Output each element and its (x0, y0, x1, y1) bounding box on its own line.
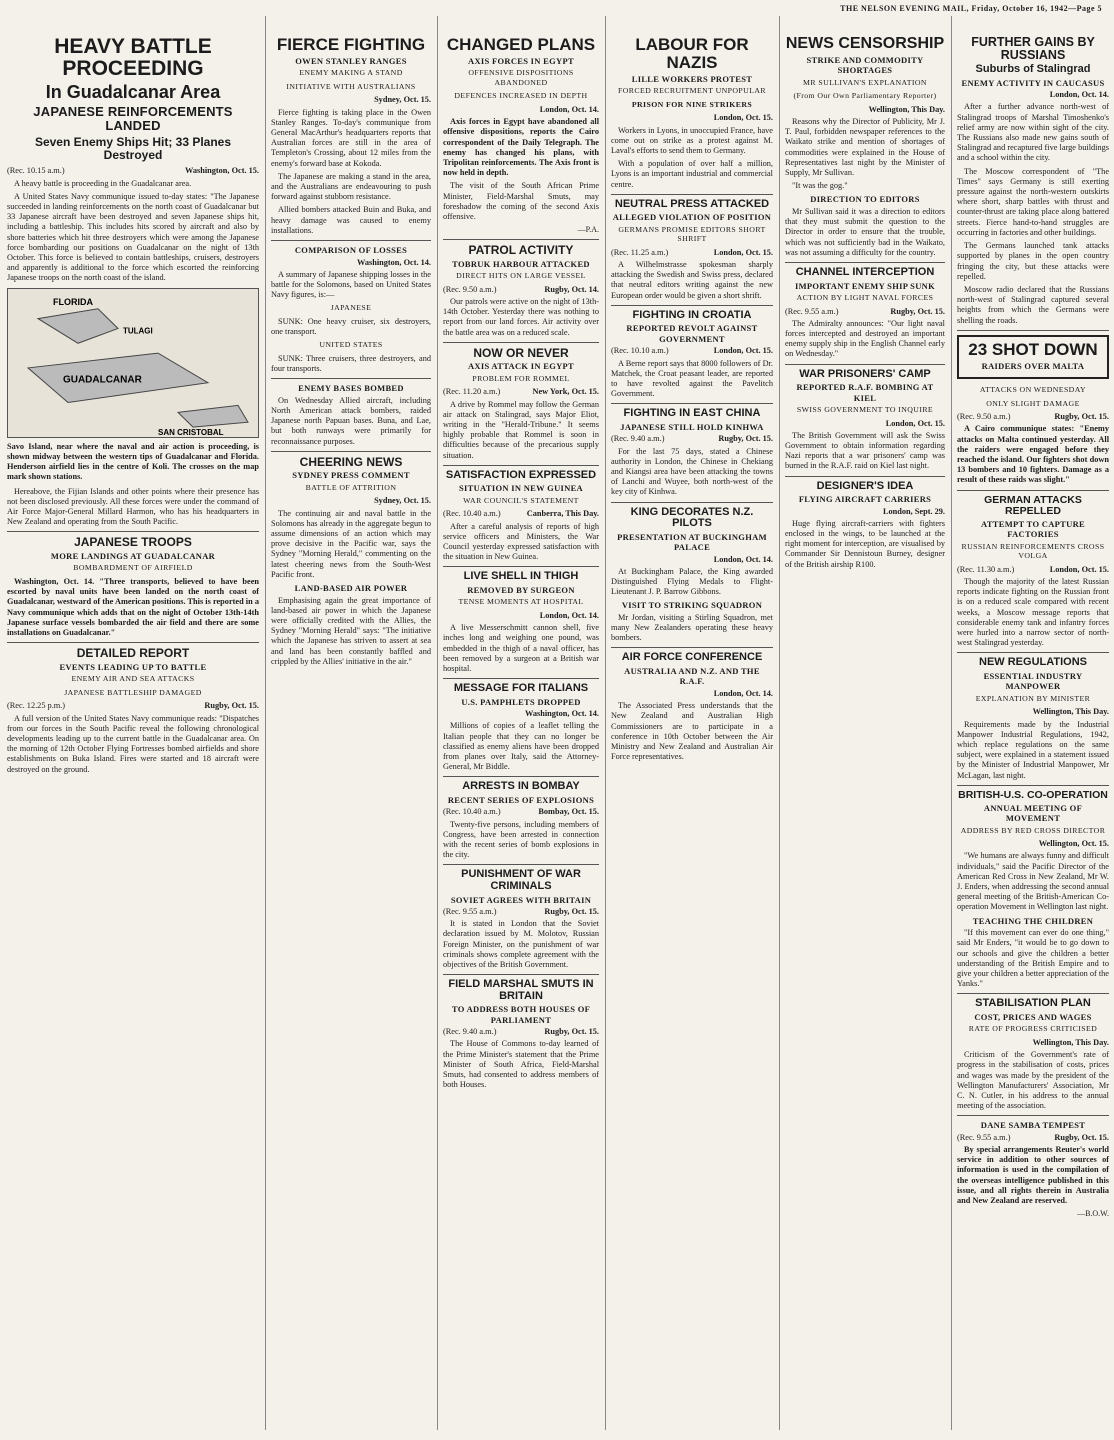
dateline-place: Sydney, Oct. 15. (374, 496, 431, 506)
story-para: A United States Navy communique issued to-day states: "The Japanese succeeded in landing reinforcements on the north coast of Guadalcanar but 33 Japanese aircraft have been destroyed and seven Japanese ships hit, including a battleship. This includes hits scored by aircraft and also by shore batteries which hit three destroyers which were among the Japanese force bombarding our positions on Guadalcanar on the night of 13th October. This force is believed to contain battleships, cruisers, destroyers and apparently is additional to the force which escorted the reinforcing Japanese troops on the north coast of the island. (7, 191, 259, 283)
dateline-place: Washington, Oct. 14. (357, 257, 431, 267)
dateline-place: Bombay, Oct. 15. (538, 807, 599, 817)
headline-live-shell: LIVE SHELL IN THIGH (463, 570, 579, 583)
subhead-comparison: COMPARISON OF LOSSES (294, 245, 408, 256)
subhead: U.S. PAMPHLETS DROPPED (461, 696, 581, 707)
story-para: Requirements made by the Industrial Manpower Industrial Regulations, 1942, which replace regulations on the same subject, were explained in a statement issued by the Minister of Industrial Manpower, Mr McLagan, last night. (957, 719, 1109, 780)
subhead: TO ADDRESS BOTH HOUSES OF PARLIAMENT (451, 1004, 591, 1025)
headline-egypt: CHANGED PLANS (446, 35, 596, 54)
story-para: After a careful analysis of reports of high service officers and Ministers, the War Council yesterday expressed satisfaction with the situation in New Guinea. (443, 521, 599, 562)
story-para: By special arrangements Reuter's world service in addition to other sources of information is used in the compilation of the overseas intelligence published in this issue, and all rights therein in Australia and New Zealand are reserved. (957, 1145, 1109, 1206)
story-para: SUNK: One heavy cruiser, six destroyers, one transport. (271, 316, 431, 337)
column-censorship (782, 16, 948, 1430)
column-labour-nazis (608, 16, 776, 1430)
subhead-3: ONLY SLIGHT DAMAGE (986, 398, 1080, 408)
dateline-place: Rugby, Oct. 15. (1054, 1132, 1109, 1142)
headline-coop: BRITISH-U.S. CO-OPERATION (958, 788, 1108, 801)
story-para: SUNK: Three cruisers, three destroyers, and four transports. (271, 353, 431, 374)
headline-rommel: NOW OR NEVER (473, 345, 569, 360)
story-para: "If this movement can ever do one thing," said Mr Enders, "it would be to go down to our schools and give the children a better understanding of the British Empire and to give your children a better appreciation of the Yanks." (957, 928, 1109, 989)
headline-designer: DESIGNER'S IDEA (816, 479, 914, 492)
headline-east-china: FIGHTING IN EAST CHINA (623, 407, 761, 420)
headline-nazis: LABOUR FOR NAZIS (635, 35, 749, 72)
story-para: Emphasising again the great importance of land-based air power in which the Japanese were officially credited with the Allies, the Sydney "Morning Herald" says: "The initiative which the Japanese has striven to assert at sea and land has been constantly baffled and crippled by the Allies' initiative in the air." (271, 595, 431, 666)
subhead: AXIS ATTACK IN EGYPT (467, 361, 575, 372)
subhead-2: DIRECT HITS ON LARGE VESSEL (456, 271, 586, 281)
dateline-place: London, Oct. 14. (713, 554, 773, 564)
dateline-place: London, Oct. 15. (713, 113, 773, 123)
subhead-teaching: TEACHING THE CHILDREN (972, 915, 1094, 926)
subhead: AUSTRALIA AND N.Z. AND THE R.A.F. (624, 666, 760, 687)
story-para: A heavy battle is proceeding in the Guadalcanar area. (14, 178, 192, 188)
dateline-place: London, Oct. 14. (539, 105, 599, 115)
headline-stalin-2: Suburbs of Stalingrad (975, 63, 1091, 76)
headline-cheering: CHEERING NEWS (299, 454, 403, 469)
headline-german-repelled: GERMAN ATTACKS REPELLED (984, 493, 1082, 517)
subhead: RECENT SERIES OF EXPLOSIONS (447, 794, 595, 805)
subhead-2: FORCED RECRUITMENT UNPOPULAR (618, 86, 766, 96)
headline-censor: NEWS CENSORSHIP (785, 35, 945, 52)
dateline-rec: (Rec. 12.25 p.m.) (7, 701, 66, 711)
headline-croatia: FIGHTING IN CROATIA (632, 308, 752, 321)
dateline-place: Wellington, Oct. 15. (1038, 839, 1109, 849)
story-para: After a further advance north-west of Stalingrad troops of Marshal Timoshenko's relief army are now within sight of the city. The Russians also made new gains south of Stalingrad and recaptured five large buildings and a school within the city. (957, 102, 1109, 163)
signature: —B.O.W. (1077, 1209, 1109, 1219)
subhead-guadal-2: Seven Enemy Ships Hit; 33 Planes Destroyed (34, 135, 232, 162)
story-para: The Japanese are making a stand in the area, and the Australians are endeavouring to push forward against stubborn resistance. (271, 171, 431, 202)
dateline-rec: (Rec. 11.20 a.m.) (443, 387, 501, 397)
dateline-place: Sydney, Oct. 15. (374, 95, 431, 105)
subhead: REPORTED REVOLT AGAINST GOVERNMENT (626, 323, 758, 344)
story-para: Reasons why the Director of Publicity, Mr J. T. Paul, forbidden newspaper references to the Waikato strike and mention of shortages of commodities were explained in the House of Representatives last night by the Minister of Supply, Mr Sullivan. (785, 117, 945, 178)
subhead: PRESENTATION AT BUCKINGHAM PALACE (617, 531, 767, 553)
subhead: EVENTS LEADING UP TO BATTLE (59, 661, 207, 672)
story-para: On Wednesday Allied aircraft, including North American attack bombers, raided Japanese north Papuan bases. Buna, and Lae, but both runways were primarily for reconnaissance purposes. (271, 395, 431, 446)
subhead: JAPANESE STILL HOLD KINHWA (620, 421, 764, 432)
subhead: TOBRUK HARBOUR ATTACKED (452, 258, 590, 269)
page-strip: THE NELSON EVENING MAIL, Friday, October 16, 1942—Page 5 (840, 4, 1102, 13)
subhead-2: TENSE MOMENTS AT HOSPITAL (458, 597, 584, 607)
subhead-2: MR SULLIVAN'S EXPLANATION (803, 77, 927, 87)
headline-detailed: DETAILED REPORT (76, 646, 190, 661)
subhead: SITUATION IN NEW GUINEA (459, 483, 583, 494)
story-para: A summary of Japanese shipping losses in the battle for the Solomons, based on United States Navy figures, is:— (271, 269, 431, 300)
headline-punishment: PUNISHMENT OF WAR CRIMINALS (461, 868, 581, 892)
dateline-rec: (Rec. 9.55 a.m.) (443, 906, 497, 916)
dateline-place: London, Oct. 14. (1049, 90, 1109, 100)
dateline-place: Canberra, This Day. (526, 509, 599, 519)
dateline-rec: (Rec. 9.40 a.m.) (443, 1027, 497, 1037)
story-para: Workers in Lyons, in unoccupied France, have come out on strike as a protest against M. Laval's efforts to send them to Germany. (611, 125, 773, 155)
subhead-2: EXPLANATION BY MINISTER (975, 693, 1091, 703)
headline-italians: MESSAGE FOR ITALIANS (453, 682, 589, 695)
story-para: Axis forces in Egypt have abandoned all offensive dispositions, reports the Cairo correspondent of the Daily Telegraph. The enemy has changed his plans, with Tripolitan reinforcements. The Axis front is now held in depth. (443, 117, 599, 178)
subhead: SOVIET AGREES WITH BRITAIN (450, 894, 592, 905)
dateline-place: London, Oct. 15. (1049, 564, 1109, 574)
headline-stalin: FURTHER GAINS BY RUSSIANS (971, 35, 1095, 63)
story-para: For the last 75 days, stated a Chinese authority in London, the Chinese in Chekiang and Kiangsi area have been attacking the towns of Lanchi and Wuyee, both north-west of the key city of Kinhwa. (611, 446, 773, 497)
story-para: Huge flying aircraft-carriers with fighters enclosed in the wings, to be launched at the right moment for interception, are visualised by Commander Sir Dennistoun Burney, designer of the British airship R100. (785, 518, 945, 569)
subhead: ALLEGED VIOLATION OF POSITION (612, 212, 772, 223)
dateline-place: London, Oct. 14. (713, 688, 773, 698)
dateline-rec: (Rec. 9.40 a.m.) (611, 434, 665, 444)
dateline-rec: (Rec. 9.55 a.m.) (957, 1132, 1011, 1142)
dateline-rec: (Rec. 10.40 a.m.) (443, 509, 501, 519)
story-para: A Berne report says that 8000 followers of Dr. Matchek, the Croat peasant leader, are reported to have revolted against the Pavelitch Government. (611, 358, 773, 399)
headline-patrol: PATROL ACTIVITY (468, 243, 574, 258)
dateline-place: Rugby, Oct. 15. (544, 1027, 599, 1037)
map-label: FLORIDA (53, 296, 93, 307)
map-caption: Savo Island, near where the naval and air action is proceeding, is shown midway between the western tips of Guadalcanar and Florida. Henderson airfield lies in the centre of Koli. The crosses on the map mark shown stations. (7, 441, 259, 482)
dateline-rec: (Rec. 11.30 a.m.) (957, 564, 1015, 574)
subhead-landbased: LAND-BASED AIR POWER (294, 583, 408, 594)
subhead-2: SWISS GOVERNMENT TO INQUIRE (796, 405, 934, 414)
story-para: Moscow radio declared that the Russians north-west of Stalingrad captured several heights from which the Germans were shelling the roads. (957, 284, 1109, 325)
subhead-3: INITIATIVE WITH AUSTRALIANS (286, 81, 416, 91)
dateline-rec: (Rec. 10.40 a.m.) (443, 807, 501, 817)
story-para: The Germans launched tank attacks supported by planes in the open country fringing the city, but these attacks were repelled. (957, 241, 1109, 281)
dateline-place: Wellington, This Day. (1032, 1037, 1109, 1047)
subhead: OWEN STANLEY RANGES (295, 55, 407, 66)
subhead-2: ENEMY MAKING A STAND (299, 68, 403, 78)
story-para: A Cairo communique states: "Enemy attacks on Malta continued yesterday. All the raiders were engaged before they reached the island. Our fighters shot down 13 bombers and 10 fighters. Damage as a result of these raids was slight." (957, 424, 1109, 485)
subhead-japanese: JAPANESE (330, 303, 372, 313)
subhead-striking: VISIT TO STRIKING SQUADRON (621, 600, 763, 611)
story-para: The visit of the South African Prime Minister, Field-Marshal Smuts, may foreshadow the coming of the second Axis offensive. (443, 181, 599, 222)
solomons-map (7, 288, 259, 438)
story-para: Mr Sullivan said it was a direction to editors that they must submit the question to the Director in order to ensure that the trouble, which was not sufficiently bad in the Waikato, was not assuming a difficulty for the country. (785, 206, 945, 257)
story-para: "It was the gog." (792, 181, 848, 191)
subhead: REMOVED BY SURGEON (467, 584, 575, 595)
dateline-rec: (Rec. 10.15 a.m.) (7, 166, 65, 176)
dateline-rec: (Rec. 11.25 a.m.) (611, 247, 669, 257)
dateline-place: Wellington, This Day. (868, 104, 945, 114)
subhead-2: ACTION BY LIGHT NAVAL FORCES (796, 292, 934, 302)
headline-stabilisation: STABILISATION PLAN (975, 997, 1091, 1010)
subhead: STRIKE AND COMMODITY SHORTAGES (806, 54, 924, 76)
subhead: AXIS FORCES IN EGYPT (468, 55, 574, 66)
story-para: The Associated Press understands that the New Zealand and Australian High Commissioners are to participate in a conference in 10th October between the Air Ministry and New Zealand and Australian Air Force representatives. (611, 701, 773, 762)
story-para: It is stated in London that the Soviet declaration issued by M. Molotov, Russian Foreign Minister, on the punishment of war criminals shows complete agreement with the objectives of the British Government. (443, 919, 599, 969)
map-label: GUADALCANAR (63, 374, 142, 386)
headline-prisoners: WAR PRISONERS' CAMP (799, 367, 931, 380)
subhead-us: UNITED STATES (319, 340, 383, 350)
headline-owen: FIERCE FIGHTING (276, 35, 426, 54)
box-23-shot-down (957, 335, 1109, 379)
story-para: A drive by Rommel may follow the German air attack on Stalingrad, says Major Eliot, writing in the "Herald-Tribune." It seems highly probable that Rommel is soon in difficulties because of the precarious supply situation. (443, 399, 599, 460)
story-para: With a population of over half a million, Lyons is an important industrial and commercial centre. (611, 159, 773, 189)
dateline-rec: (Rec. 9.55 a.m.) (785, 306, 839, 316)
dateline-place: Wellington, This Day. (1032, 707, 1109, 717)
subhead: LILLE WORKERS PROTEST (631, 73, 753, 84)
headline-guadal: HEAVY BATTLE PROCEEDING (54, 35, 212, 81)
map-label: SAN CRISTOBAL (158, 427, 224, 437)
dateline-place: Rugby, Oct. 15. (1054, 412, 1109, 422)
florida-island-shape (38, 308, 118, 343)
column-egypt (440, 16, 602, 1430)
subhead: SYDNEY PRESS COMMENT (292, 470, 410, 481)
story-para: A full version of the United States Navy communique reads: "Dispatches from our forces in the South Pacific reveal the following chronological developments leading up to the current battle in the Guadalcanar area. On the morning of 12th October Flying Fortresses bombed airfields and shore establishments on Buka Island. Fires were started and 18 aircraft were destroyed on the ground. (7, 713, 259, 774)
story-para: A live Messerschmitt cannon shell, five inches long and weighing one pound, was embedded in the thigh of a naval officer, has been removed by a surgeon at a British war hospital. (443, 623, 599, 673)
story-para: Millions of copies of a leaflet telling the Italian people that they can no longer be classified as enemy aliens have been dropped from planes over Italy, said the Attorney-General, Mr Biddle. (443, 721, 599, 772)
subhead-3: (From Our Own Parliamentary Reporter) (793, 91, 937, 101)
dateline-place: Rugby, Oct. 15. (204, 701, 259, 711)
dateline-place: Rugby, Oct. 15. (718, 434, 773, 444)
subhead-2: OFFENSIVE DISPOSITIONS ABANDONED (468, 68, 574, 87)
dateline-place: Washington, Oct. 15. (185, 166, 259, 176)
story-para: Mr Jordan, visiting a Stirling Squadron, met many New Zealanders operating these heavy bombers. (611, 612, 773, 643)
story-para: Fierce fighting is taking place in the Owen Stanley Ranges. To-day's communique from General MacArthur's headquarters reports that Australian forces are still in the area of Templeton's Crossing, about 12 miles from the enemy's forward base at Kokoda. (271, 107, 431, 168)
story-para: Our patrols were active on the night of 13th-14th October. Yesterday there was nothing to report from our land forces. Air activity over the battle area was on a reduced scale. (443, 296, 599, 337)
subhead-2: BOMBARDMENT OF AIRFIELD (73, 563, 193, 573)
dateline-rec: (Rec. 9.50 a.m.) (443, 284, 497, 294)
headline-regulations: NEW REGULATIONS (979, 656, 1087, 669)
subhead-2: RUSSIAN REINFORCEMENTS CROSS VOLGA (961, 541, 1105, 561)
headline-shot-down: 23 SHOT DOWN (968, 339, 1098, 359)
headline-channel: CHANNEL INTERCEPTION (795, 265, 935, 278)
subhead-2: BATTLE OF ATTRITION (305, 482, 397, 492)
map-label: TULAGI (122, 326, 153, 336)
dateline-place: Washington, Oct. 14. (525, 709, 599, 719)
headline-jap-troops: JAPANESE TROOPS (74, 535, 192, 550)
headline-guadal-2: In Guadalcanar Area (45, 82, 221, 103)
subhead-guadal: JAPANESE REINFORCEMENTS LANDED (33, 103, 233, 133)
story-para: The Moscow correspondent of "The Times" says Germany is still exerting pressure against the north-western outskirts where short, sharp battles with thrust and counter-thrust are taking place along battered streets. Fierce hand-to-hand struggles are occurring in factories and other buildings. (957, 166, 1109, 237)
story-para: "We humans are always funny and difficult individuals," said the Pacific Director of the American Red Cross in New Zealand, Mr W. J. Enders, when addressing the second annual general meeting of the British-American Co-operation Movement in Wellington last night. (957, 851, 1109, 912)
subhead: ENEMY ACTIVITY IN CAUCASUS (961, 77, 1105, 88)
headline-bombay: ARRESTS IN BOMBAY (462, 780, 580, 793)
dateline-rec: (Rec. 9.50 a.m.) (957, 412, 1011, 422)
subhead-2: ADDRESS BY RED CROSS DIRECTOR (960, 825, 1106, 835)
story-para: The House of Commons to-day learned of the Prime Minister's statement that the Prime Minister of South Africa, Field-Marshal Smuts, had consented to address members of both Houses. (443, 1039, 599, 1090)
dateline-place: London, Oct. 15. (713, 247, 773, 257)
subhead-danes: DANE SAMBA TEMPEST (980, 1120, 1086, 1131)
subhead: ESSENTIAL INDUSTRY MANPOWER (983, 670, 1083, 692)
subhead-2: WAR COUNCIL'S STATEMENT (463, 495, 579, 505)
headline-neutral: NEUTRAL PRESS ATTACKED (614, 197, 770, 210)
dateline-place: Rugby, Oct. 14. (544, 284, 599, 294)
column-owen-stanley (268, 16, 434, 1430)
subhead: COST, PRICES AND WAGES (974, 1011, 1092, 1022)
dateline-rec: (Rec. 10.10 a.m.) (611, 346, 669, 356)
story-para: Twenty-five persons, including members of Congress, have been arrested in connection with the recent series of bomb explosions in the city. (443, 819, 599, 860)
subhead-2: ATTACKS ON WEDNESDAY (979, 385, 1087, 395)
subhead-3: DEFENCES INCREASED IN DEPTH (454, 91, 588, 101)
subhead-3: PRISON FOR NINE STRIKERS (631, 99, 753, 109)
dateline-place: Rugby, Oct. 15. (544, 906, 599, 916)
story-para: The British Government will ask the Swiss Government to obtain information regarding Nazi reports that a war prisoners' camp was burned in the R.A.F. raid on Kiel last night. (785, 430, 945, 471)
subhead-2: PROBLEM FOR ROMMEL (472, 373, 570, 383)
subhead-3: JAPANESE BATTLESHIP DAMAGED (64, 687, 202, 697)
subhead: REPORTED R.A.F. BOMBING AT KIEL (796, 382, 934, 403)
solomons-map-drawing (8, 289, 258, 437)
story-para: The continuing air and naval battle in the Solomons has already in the aggregate begun to assume dimensions of an action which may prove decisive in the Pacific war, says the Sydney "Morning Herald," commenting on the latest cheering news from the South-West Pacific front. (271, 508, 431, 579)
column-stalingrad (954, 16, 1112, 1430)
story-para: Allied bombers attacked Buin and Buka, and heavy damage was caused to enemy installations. (271, 205, 431, 235)
dateline-place: London, Oct. 15. (713, 346, 773, 356)
headline-air-force: AIR FORCE CONFERENCE (621, 651, 763, 664)
subhead-2: RATE OF PROGRESS CRITICISED (968, 1024, 1098, 1034)
subhead: MORE LANDINGS AT GUADALCANAR (50, 550, 216, 561)
headline-satisfaction: SATISFACTION EXPRESSED (445, 468, 597, 481)
dateline-place: London, Oct. 15. (885, 418, 945, 428)
subhead-2: ENEMY AIR AND SEA ATTACKS (71, 674, 195, 684)
dateline-place: London, Sept. 29. (882, 506, 945, 516)
subhead: RAIDERS OVER MALTA (981, 360, 1085, 371)
story-para: At Buckingham Palace, the King awarded Distinguished Flying Medals to Flight-Lieutenant J. P. Barrow Gibbons. (611, 566, 773, 597)
dateline-place: New York, Oct. 15. (532, 387, 599, 397)
headline-smuts: FIELD MARSHAL SMUTS IN BRITAIN (448, 978, 594, 1002)
column-guadalcanar (4, 16, 262, 1430)
story-para: A Wilhelmstrasse spokesman sharply attacking the Swedish and Swiss press, declared that neutral editors writing against the new European order would be given a short shrift. (611, 260, 773, 300)
subhead: IMPORTANT ENEMY SHIP SUNK (795, 280, 935, 291)
subhead-direction: DIRECTION TO EDITORS (810, 194, 920, 205)
subhead: FLYING AIRCRAFT CARRIERS (798, 494, 932, 505)
story-para: Though the majority of the latest Russian reports indicate fighting on the Russian front is on a reduced scale compared with recent weeks, a Moscow message reports that considerable enemy tank and infantry forces were hurled into a narrow sector of north-west Stalingrad yesterday. (957, 576, 1109, 648)
story-para: Hereabove, the Fijian Islands and other points where their presence has not been disclosed previously. All these forces were under the command of Air Force Major-General Millard Harmon, who has his headquarters in New Zealand and operating from the South Pacific. (7, 486, 259, 527)
story-para: The Admiralty announces: "Our light naval forces intercepted and destroyed an important enemy supply ship in the English Channel early on Wednesday." (785, 318, 945, 359)
story-para: Criticism of the Government's rate of progress in the stabilisation of costs, prices and wages was made by the president of the Wellington Manufacturers' Association, Mr C. N. Cutler, in his address to the annual meeting of the association. (957, 1050, 1109, 1111)
subhead-2: GERMANS PROMISE EDITORS SHORT SHRIFT (618, 224, 766, 244)
dateline-place: London, Oct. 14. (539, 610, 599, 620)
dateline-place: Rugby, Oct. 15. (890, 306, 945, 316)
subhead-bases: ENEMY BASES BOMBED (298, 383, 404, 394)
san-cristobal-island-shape (178, 405, 248, 427)
story-para: Washington, Oct. 14. "Three transports, believed to have been escorted by naval units have been landed on the north coast of Guadalcanar, westward of the American positions. This is reported in a Navy communique which adds that on the night of October 13th-14th Japanese surface vessels bombarded the air field and there are some installations on Guadalcanar." (7, 576, 259, 637)
headline-king: KING DECORATES N.Z. PILOTS (630, 505, 754, 530)
signature: —P.A. (577, 225, 599, 235)
subhead: ANNUAL MEETING OF MOVEMENT (983, 802, 1083, 824)
subhead: ATTEMPT TO CAPTURE FACTORIES (981, 518, 1085, 540)
